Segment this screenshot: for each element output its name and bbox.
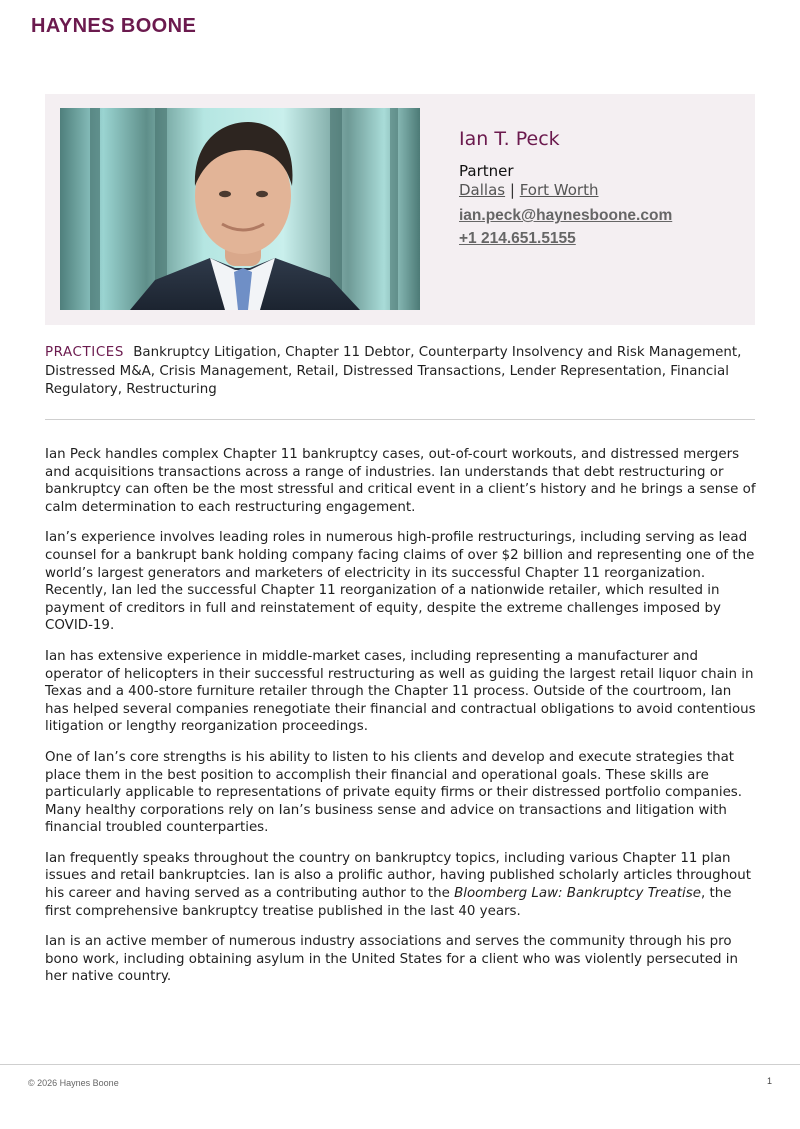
bio-paragraph: Ian Peck handles complex Chapter 11 bankruptcy cases, out-of-court workouts, and distressed mergers and acquisitions transactions across a range of industries. Ian understands that debt restructuring or bankruptcy can often be the most stressful and critical event in a client’s history and he brings a sense of calm determination to each restructuring engagement. [45,447,756,515]
office-link-fort-worth[interactable]: Fort Worth [519,181,599,199]
practices-section [45,344,757,400]
bio-text: , the first comprehensive bankruptcy treatise published in the last 40 years. [45,886,732,919]
section-divider [45,419,755,420]
firm-logo[interactable]: HAYNES BOONE [31,15,197,37]
practices-list: Bankruptcy Litigation, Chapter 11 Debtor, Counterparty Insolvency and Risk Management, Distressed M&A, Crisis Management, Retail, Distressed Transactions, Lender Representation, Financial Regulatory, Restructuring [45,345,742,397]
attorney-portrait [60,108,420,310]
copyright-notice: © 2026 Haynes Boone [28,1078,119,1088]
contact-info [459,128,672,250]
phone-link[interactable]: +1 214.651.5155 [459,230,576,247]
biography [45,446,757,999]
office-separator: | [509,181,515,199]
office-list [459,180,672,200]
bio-paragraph: Ian is an active member of numerous industry associations and serves the community through his pro bono work, including obtaining asylum in the United States for a client who was violently persecuted in her native country. [45,934,738,985]
page-number: 1 [766,1076,772,1086]
bio-paragraph: Ian’s experience involves leading roles in numerous high-profile restructurings, including serving as lead counsel for a bankrupt bank holding company facing claims of over $2 billion and representing one of the world’s largest generators and marketers of electricity in its successful Chapter 11 reorganization. Recently, Ian led the successful Chapter 11 reorganization of a nationwide retailer, which resulted in payment of creditors in full and reinstatement of equity, despite the extreme challenges imposed by COVID-19. [45,530,755,634]
contact-links [459,204,672,250]
bio-paragraph [45,850,757,920]
practices-label: PRACTICES [45,345,124,360]
attorney-title: Partner [459,162,514,180]
bio-paragraph: Ian has extensive experience in middle-market cases, including representing a manufacturer and operator of helicopters in their successful restructuring as well as guiding the largest retail liquor chain in Texas and a 400-store furniture retailer through the Chapter 11 process. Outside of the courtroom, Ian has helped several companies renegotiate their financial and contractual obligations to avoid contentious litigation or lengthy reorganization proceedings. [45,648,756,735]
bio-paragraph: One of Ian’s core strengths is his ability to listen to his clients and develop and execute strategies that place them in the best position to accomplish their financial and operational goals. These skills are particularly applicable to representations of private equity firms or their distressed portfolio companies. Many healthy corporations rely on Ian’s business sense and advice on transactions and litigation with financial troubled counterparties. [45,749,743,836]
bio-text: Ian frequently speaks throughout the country on bankruptcy topics, including various Chapter 11 plan issues and retail bankruptcies. Ian is also a prolific author, having published scholarly articles throughout his career and having served as a contributing author to the [45,850,751,902]
publication-title: Bloomberg Law: Bankruptcy Treatise [454,886,701,902]
footer-divider [0,1064,800,1065]
office-link-dallas[interactable]: Dallas [459,181,506,199]
portrait-image [60,108,420,310]
email-link[interactable]: ian.peck@haynesboone.com [459,207,673,224]
attorney-name: Ian T. Peck [459,128,560,150]
profile-card [45,94,755,325]
